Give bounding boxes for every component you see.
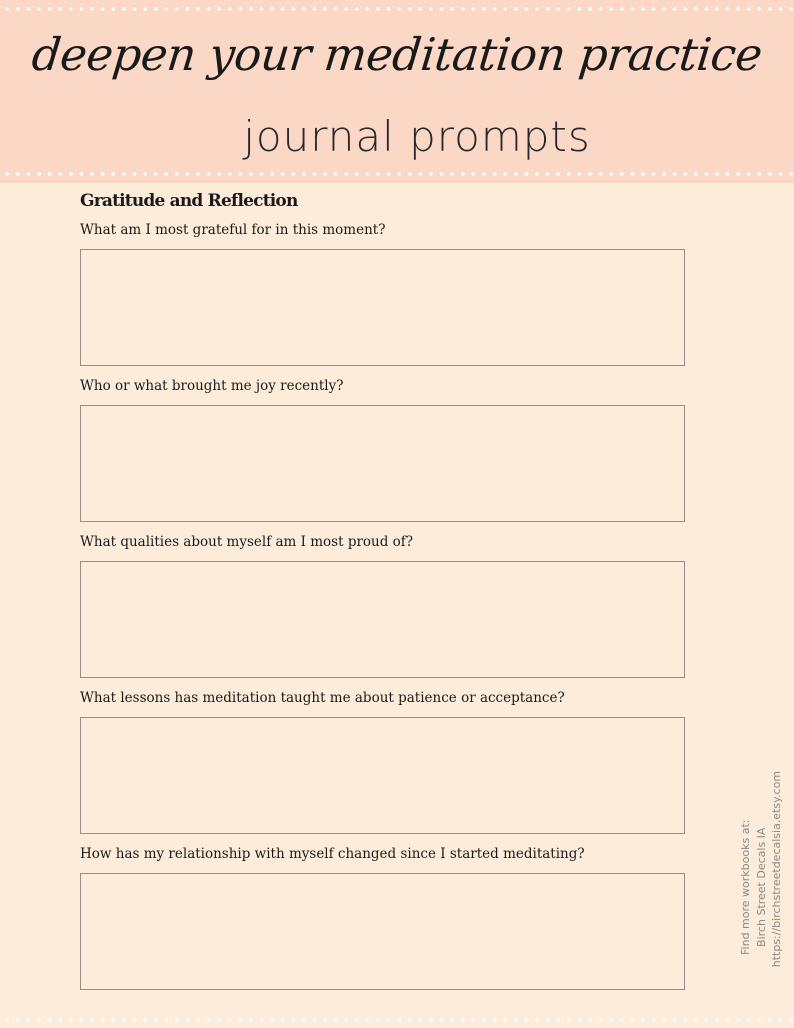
footer-note <box>738 770 785 968</box>
bottom-dot-border <box>0 1017 794 1023</box>
answer-box-2[interactable] <box>80 405 685 522</box>
answer-box-3[interactable] <box>80 561 685 678</box>
footer-link[interactable]: https://birchstreetdecalsia.etsy.com <box>769 770 783 968</box>
page-title: deepen your meditation practice <box>29 28 765 81</box>
page-subtitle: journal prompts <box>243 112 591 161</box>
prompt-1: What am I most grateful for in this moment? <box>80 222 386 238</box>
prompt-3: What qualities about myself am I most proud of? <box>80 534 414 550</box>
footer-line-1: Find more workbooks at: <box>738 819 752 955</box>
section-title: Gratitude and Reflection <box>80 191 298 211</box>
answer-box-5[interactable] <box>80 873 685 990</box>
prompt-4: What lessons has meditation taught me about patience or acceptance? <box>80 690 565 706</box>
header-dot-border <box>0 171 794 177</box>
prompt-5: How has my relationship with myself changed since I started meditating? <box>80 846 585 862</box>
answer-box-1[interactable] <box>80 249 685 366</box>
prompt-2: Who or what brought me joy recently? <box>80 378 344 394</box>
answer-box-4[interactable] <box>80 717 685 834</box>
top-dot-border <box>0 6 794 12</box>
footer-line-2: Birch Street Decals IA <box>754 827 768 947</box>
